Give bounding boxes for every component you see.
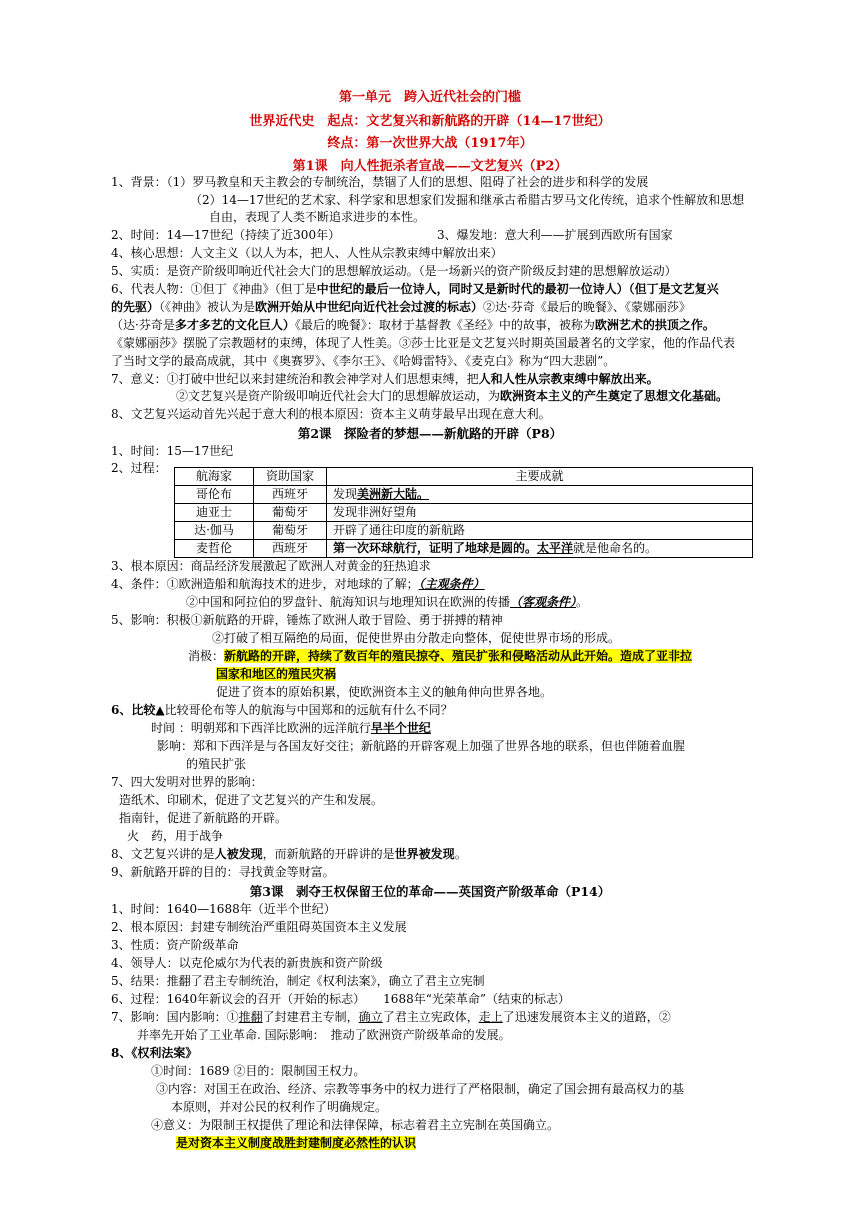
text: 《最后的晚餐》：取材于基督教《圣经》中的故事，被称为 [294, 318, 595, 332]
l2-compare-time [151, 720, 431, 736]
table-row [175, 540, 753, 558]
l1-significance-1 [111, 371, 659, 387]
table-row [175, 522, 753, 540]
l2-inventions-1: 造纸术、印刷术，促进了文艺复兴的产生和发展。 [119, 793, 384, 807]
highlight: 新航路的开辟，持续了数百年的殖民掠夺、殖民扩张和侵略活动从此开始。造成了亚非拉 [224, 649, 693, 663]
table-header: 航海家 [175, 468, 254, 486]
l2-impact-negative-3: 促进了资本的原始积累，使欧洲资本主义的触角伸向世界各地。 [216, 685, 553, 699]
table-header: 主要成就 [327, 468, 753, 486]
l2-purpose: 9、新航路开辟的目的：寻找黄金等财富。 [111, 865, 335, 879]
emphasis: 早半个世纪 [370, 721, 431, 735]
l3-bill-of-rights: 8、《权利法案》 [111, 1046, 198, 1060]
text: 4、条件：①欧洲造船和航海技术的进步，对地球的了解； [111, 577, 419, 591]
l2-compare-effect-2: 的殖民扩张 [186, 757, 247, 771]
l2-time: 1、时间：15—17世纪 [111, 444, 234, 458]
table-cell [327, 540, 753, 558]
emphasis: 确立 [358, 1010, 383, 1024]
l2-compare-effect-1: 影响：郑和下西洋是与各国友好交往；新航路的开辟客观上加强了世界各地的联系，但也伴随着血腥 [157, 739, 686, 753]
l1-background-1: 1、背景：（1）罗马教皇和天主教会的专制统治，禁锢了人们的思想、阻碍了社会的进步和科学的发展 [111, 175, 649, 189]
l3-impact-2: 并率先开始了工业革命. 国际影响： 推动了欧洲资产阶级革命的发展。 [137, 1028, 511, 1042]
text: 时间 ：明朝郑和下西洋比欧洲的远洋航行 [151, 721, 371, 735]
emphasis: 走上 [478, 1010, 503, 1024]
emphasis: 的先驱） [111, 300, 160, 314]
l2-inventions-2: 指南针，促进了新航路的开辟。 [119, 811, 288, 825]
l1-essence: 5、实质：是资产阶级叩响近代社会大门的思想解放运动。（是一场新兴的资产阶级反封建的思想解放运动） [111, 264, 677, 278]
l1-reason: 8、文艺复兴运动首先兴起于意大利的根本原因：资本主义萌芽最早出现在意大利。 [111, 407, 551, 421]
l1-core: 4、核心思想：人文主义（以人为本，把人、人性从宗教束缚中解放出来） [111, 246, 503, 260]
l2-inventions: 7、四大发明对世界的影响： [111, 775, 263, 789]
l3-impact-1 [111, 1009, 671, 1025]
l3-root-cause: 2、根本原因：封建专制统治严重阻碍英国资本主义发展 [111, 920, 407, 934]
l3-process: 6、过程：1640年新议会的召开（开始的标志） 1688年“光荣革命”（结束的标志） [111, 992, 570, 1006]
l3-bill-1: ①时间：1689 ②目的：限制国王权力。 [151, 1064, 366, 1078]
l3-nature: 3、性质：资产阶级革命 [111, 938, 239, 952]
l3-bill-4: ④意义：为限制王权提供了理论和法律保障，标志着君主立宪制在英国确立。 [151, 1118, 560, 1132]
l3-bill-5 [176, 1135, 416, 1151]
table-row [175, 504, 753, 522]
text: 了君主立宪政体， [382, 1010, 479, 1024]
l2-impact-negative-1 [188, 648, 692, 664]
text: ②达·芬奇《最后的晚餐》、《蒙娜丽莎》 [483, 300, 691, 314]
text: 比较哥伦布等人的航海与中国郑和的远航有什么不同？ [164, 703, 453, 717]
emphasis: 第一次环球航行，证明了地球是圆的。 [333, 541, 538, 555]
navigators-table [174, 467, 753, 558]
l1-time: 2、时间：14—17世纪（持续了近300年） [111, 228, 341, 242]
emphasis: （主观条件） [418, 577, 485, 591]
l1-reps-line1 [111, 281, 719, 297]
text: 就是他命名的。 [573, 541, 658, 555]
emphasis: （客观条件） [510, 595, 577, 609]
emphasis: 美洲新大陆。 [357, 487, 430, 501]
period-start: 世界近代史 起点：文艺复兴和新航路的开辟（14—17世纪） [249, 114, 611, 129]
emphasis: 太平洋 [537, 541, 574, 555]
table-cell: 开辟了通往印度的新航路 [327, 522, 753, 540]
l3-time: 1、时间：1640—1688年（近半个世纪） [111, 902, 336, 916]
emphasis: 6、比较▲ [111, 703, 165, 717]
l1-background-2: （2）14—17世纪的艺术家、科学家和思想家们发掘和继承古希腊古罗马文化传统，追求个性解放和思想 [190, 193, 745, 207]
text: （达·芬奇是 [111, 318, 175, 332]
table-cell: 西班牙 [254, 540, 327, 558]
l1-reps-line5: 了当时文学的最高成就，其中《奥赛罗》、《李尔王》、《哈姆雷特》、《麦克白》称为“四大悲剧”。 [111, 354, 616, 368]
table-cell: 发现非洲好望角 [327, 504, 753, 522]
text: 7、影响：国内影响：① [111, 1010, 239, 1024]
text: 7、意义：①打破中世纪以来封建统治和教会神学对人们思想束缚，把 [111, 372, 479, 386]
text: 了封建君主专制， [262, 1010, 359, 1024]
text: 消极： [188, 649, 225, 663]
text: 发现 [333, 487, 358, 501]
l2-condition-2 [186, 594, 588, 610]
l2-condition-1 [111, 576, 485, 592]
l2-inventions-3: 火 药，用于战争 [127, 829, 224, 843]
l3-leader: 4、领导人：以克伦威尔为代表的新贵族和资产阶级 [111, 956, 383, 970]
text: 。 [454, 847, 467, 861]
l2-compare [111, 702, 453, 718]
emphasis: （但丁是文艺复兴 [628, 282, 719, 296]
emphasis: 欧洲开始从中世纪向近代社会过渡的标志） [255, 300, 484, 314]
l2-impact-negative-2 [216, 666, 336, 682]
table-cell: 麦哲伦 [175, 540, 254, 558]
table-cell: 迪亚士 [175, 504, 254, 522]
lesson1-title: 第1课 向人性扼杀者宣战——文艺复兴（P2） [292, 159, 568, 174]
l1-origin: 3、爆发地：意大利——扩展到西欧所有国家 [437, 228, 673, 242]
text: ，而新航路的开辟讲的是 [262, 847, 395, 861]
unit-title: 第一单元 跨入近代社会的门槛 [338, 90, 521, 105]
l2-root-cause: 3、根本原因：商品经济发展激起了欧洲人对黄金的狂热追求 [111, 559, 431, 573]
emphasis: 多才多艺的文化巨人） [174, 318, 295, 332]
l1-reps-line2 [111, 299, 691, 315]
table-cell [327, 486, 753, 504]
table-header: 资助国家 [254, 468, 327, 486]
table-header-row [175, 468, 753, 486]
text: 。 [576, 595, 589, 609]
emphasis: 世界被发现 [394, 847, 455, 861]
lesson3-title: 第3课 剥夺王权保留王位的革命——英国资产阶级革命（P14） [249, 884, 611, 899]
emphasis: 欧洲资本主义的产生奠定了思想文化基础。 [500, 389, 729, 403]
l3-bill-3: 本原则，并对公民的权利作了明确规定。 [171, 1100, 388, 1114]
emphasis: 中世纪的最后一位诗人，同时又是新时代的最初一位诗人） [316, 282, 629, 296]
table-cell: 哥伦布 [175, 486, 254, 504]
highlight: 是对资本主义制度战胜封建制度必然性的认识 [176, 1136, 417, 1150]
text: 6、代表人物：①但丁《神曲》（但丁是 [111, 282, 317, 296]
table-cell: 葡萄牙 [254, 522, 327, 540]
emphasis: 推翻 [238, 1010, 263, 1024]
l2-impact-positive-2: ②打破了相互隔绝的局面，促使世界由分散走向整体，促使世界市场的形成。 [212, 631, 621, 645]
text: ②中国和阿拉伯的罗盘针、航海知识与地理知识在欧洲的传播 [186, 595, 511, 609]
l2-impact-positive-1: 5、影响：积极①新航路的开辟，锤炼了欧洲人敢于冒险、勇于拼搏的精神 [111, 613, 503, 627]
period-end: 终点：第一次世界大战（1917年） [327, 136, 533, 151]
text: ②文艺复兴是资产阶级叩响近代社会大门的思想解放运动，为 [176, 389, 501, 403]
l2-discovery [111, 846, 467, 862]
table-cell: 西班牙 [254, 486, 327, 504]
l1-reps-line4: 《蒙娜丽莎》摆脱了宗教题材的束缚，体现了人性美。③莎士比亚是文艺复兴时期英国最著名的文学家，他的作品代表 [111, 336, 736, 350]
emphasis: 欧洲艺术的拱顶之作。 [594, 318, 715, 332]
emphasis: 人被发现 [214, 847, 263, 861]
text: （《神曲》被认为是 [159, 300, 256, 314]
l1-significance-2 [176, 388, 728, 404]
l3-bill-2: ③内容：对国王在政治、经济、宗教等事务中的权力进行了严格限制，确定了国会拥有最高权力的基 [156, 1082, 685, 1096]
l1-reps-line3 [111, 317, 715, 333]
table-cell: 达·伽马 [175, 522, 254, 540]
table-cell: 葡萄牙 [254, 504, 327, 522]
text: 8、文艺复兴讲的是 [111, 847, 215, 861]
text: 了迅速发展资本主义的道路，② [502, 1010, 671, 1024]
l2-process: 2、过程： [111, 461, 167, 475]
emphasis: 人和人性从宗教束缚中解放出来。 [478, 372, 659, 386]
lesson2-title: 第2课 探险者的梦想——新航路的开辟（P8） [297, 426, 563, 441]
l3-result: 5、结果：推翻了君主专制统治，制定《权利法案》，确立了君主立宪制 [111, 974, 485, 988]
table-row [175, 486, 753, 504]
highlight: 国家和地区的殖民灾祸 [216, 667, 337, 681]
l1-background-3: 自由，表现了人类不断追求进步的本性。 [209, 210, 426, 224]
